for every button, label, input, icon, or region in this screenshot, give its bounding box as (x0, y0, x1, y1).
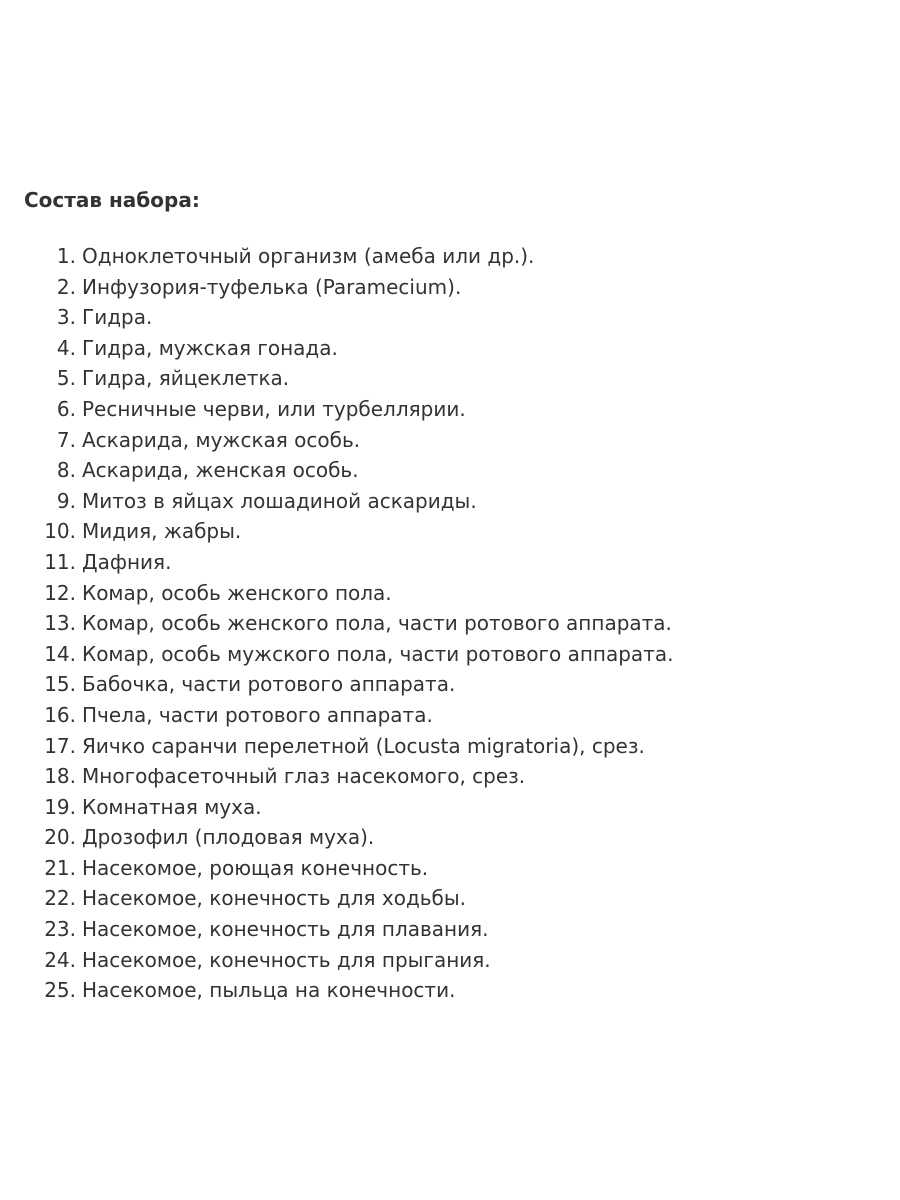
list-item-number: 16. (44, 702, 76, 727)
list-item-number: 8. (56, 458, 76, 483)
list-item-number: 3. (56, 305, 76, 330)
list-item (24, 731, 884, 762)
list-item-number: 7. (56, 427, 76, 452)
list-item-number: 15. (44, 672, 76, 697)
list-item (24, 883, 884, 914)
list-item-text: Комнатная муха. (82, 794, 262, 819)
list-item-text: Дрозофил (плодовая муха). (82, 825, 375, 850)
list-item (24, 333, 884, 364)
list-item-number: 13. (44, 611, 76, 636)
list-item-text: Бабочка, части ротового аппарата. (82, 672, 456, 697)
list-item-number: 21. (44, 855, 76, 880)
list-item (24, 363, 884, 394)
list-item (24, 792, 884, 823)
list-item-number: 11. (44, 549, 76, 574)
list-item (24, 945, 884, 976)
kit-contents-list (24, 241, 884, 1006)
list-item (24, 547, 884, 578)
list-item (24, 853, 884, 884)
list-item (24, 822, 884, 853)
list-item-text: Митоз в яйцах лошадиной аскариды. (82, 488, 477, 513)
list-item-text: Гидра. (82, 305, 153, 330)
list-item (24, 669, 884, 700)
list-item-text: Насекомое, конечность для прыгания. (82, 947, 491, 972)
list-item-number: 12. (44, 580, 76, 605)
list-item-number: 22. (44, 886, 76, 911)
list-item-text: Аскарида, мужская особь. (82, 427, 361, 452)
list-item-number: 9. (56, 488, 76, 513)
list-item (24, 975, 884, 1006)
list-item-text: Гидра, мужская гонада. (82, 335, 338, 360)
list-item-number: 1. (56, 244, 76, 268)
list-item-text: Комар, особь женского пола, части ротового аппарата. (82, 611, 672, 636)
list-item-text: Инфузория-туфелька (Paramecium). (82, 274, 462, 299)
list-item-number: 25. (44, 978, 76, 1003)
list-item-text: Насекомое, конечность для плавания. (82, 917, 489, 942)
list-item-text: Комар, особь мужского пола, части ротового аппарата. (82, 641, 674, 666)
kit-contents-heading: Состав набора: (24, 188, 200, 212)
list-item-text: Яичко саранчи перелетной (Locusta migratoria), срез. (82, 733, 645, 758)
list-item-text: Мидия, жабры. (82, 519, 242, 544)
list-item-text: Одноклеточный организм (амеба или др.). (82, 244, 535, 268)
list-item (24, 486, 884, 517)
list-item (24, 516, 884, 547)
list-item-text: Многофасеточный глаз насекомого, срез. (82, 764, 526, 789)
list-item-number: 5. (56, 366, 76, 391)
list-item-number: 4. (56, 335, 76, 360)
list-item-number: 14. (44, 641, 76, 666)
list-item-number: 20. (44, 825, 76, 850)
list-item-number: 17. (44, 733, 76, 758)
list-item-text: Ресничные черви, или турбеллярии. (82, 396, 466, 421)
list-item (24, 302, 884, 333)
list-item-text: Аскарида, женская особь. (82, 458, 359, 483)
list-item (24, 241, 884, 272)
list-item-text: Гидра, яйцеклетка. (82, 366, 290, 391)
list-item (24, 608, 884, 639)
list-item-number: 10. (44, 519, 76, 544)
list-item (24, 455, 884, 486)
document-content (24, 182, 884, 1006)
list-item (24, 425, 884, 456)
list-item-number: 19. (44, 794, 76, 819)
list-item-number: 24. (44, 947, 76, 972)
list-item-text: Насекомое, пыльца на конечности. (82, 978, 456, 1003)
list-item-text: Насекомое, конечность для ходьбы. (82, 886, 467, 911)
list-item (24, 700, 884, 731)
list-item-text: Пчела, части ротового аппарата. (82, 702, 433, 727)
list-item-text: Насекомое, роющая конечность. (82, 855, 429, 880)
list-item-number: 23. (44, 917, 76, 942)
list-item-number: 18. (44, 764, 76, 789)
list-item-text: Дафния. (82, 549, 172, 574)
list-item-text: Комар, особь женского пола. (82, 580, 392, 605)
list-item (24, 761, 884, 792)
list-item (24, 394, 884, 425)
list-item (24, 578, 884, 609)
list-item (24, 914, 884, 945)
list-item-number: 6. (56, 396, 76, 421)
list-item (24, 639, 884, 670)
list-item-number: 2. (56, 274, 76, 299)
list-item (24, 272, 884, 303)
